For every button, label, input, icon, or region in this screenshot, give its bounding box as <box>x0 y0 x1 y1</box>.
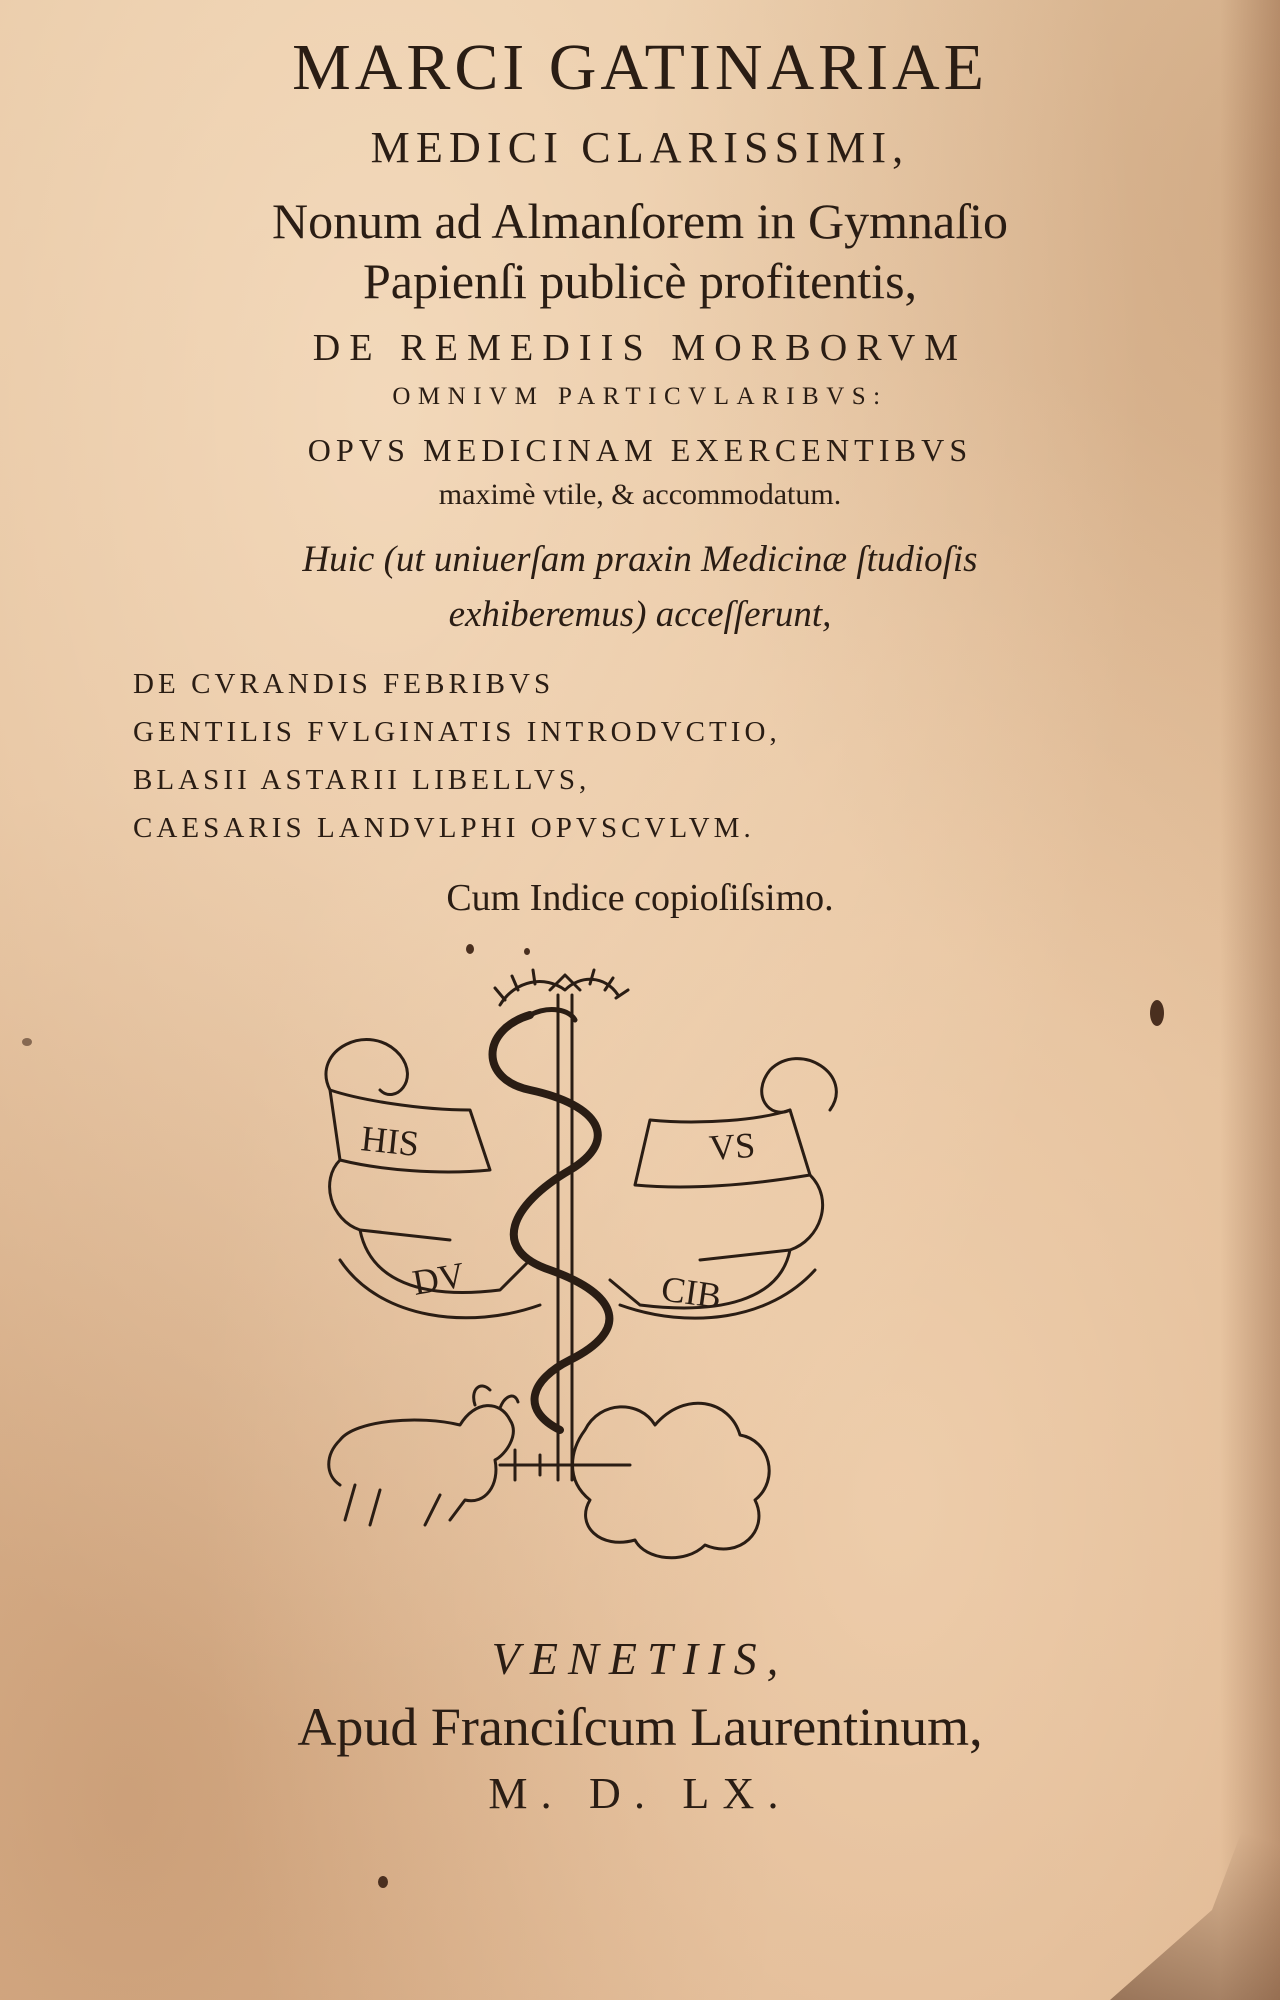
addition-note-1: Huic (ut uniuerſam praxin Medicinæ ſtudioſis <box>302 539 978 580</box>
work-title-2: OMNIVM PARTICVLARIBVS: <box>392 383 888 410</box>
ink-spot <box>1150 1000 1164 1026</box>
subtitle-line-1: Nonum ad Almanſorem in Gymnaſio <box>271 193 1008 249</box>
motto-right: VS <box>707 1124 757 1168</box>
ink-spot <box>466 944 474 954</box>
cloud-with-hand <box>573 1403 770 1558</box>
ink-spot <box>524 948 530 955</box>
opus-line: OPVS MEDICINAM EXERCENTIBVS <box>307 432 973 468</box>
printers-mark <box>300 960 860 1600</box>
banner-scroll-left <box>326 1040 407 1095</box>
contents-item-4: CAESARIS LANDVLPHI OPVSCVLVM. <box>133 812 755 844</box>
motto-left: HIS <box>359 1118 422 1165</box>
index-line: Cum Indice copioſiſsimo. <box>446 877 834 919</box>
ink-spot <box>22 1038 32 1046</box>
ink-spot <box>378 1876 388 1888</box>
contents-item-1: DE CVRANDIS FEBRIBVS <box>133 668 555 700</box>
addition-note-2: exhiberemus) acceſſerunt, <box>448 594 832 635</box>
contents-item-2: GENTILIS FVLGINATIS INTRODVCTIO, <box>133 716 781 748</box>
contents-item-3: BLASII ASTARII LIBELLVS, <box>133 764 591 796</box>
serpent <box>493 1015 610 1430</box>
motto-bottom-left: DV <box>409 1254 468 1303</box>
opus-line-2: maximè vtile, & accommodatum. <box>438 478 842 511</box>
author-line: MARCI GATINARIAE <box>292 31 988 104</box>
imprint-year: M. D. LX. <box>488 1769 792 1818</box>
ox <box>329 1406 514 1525</box>
author-epithet: MEDICI CLARISSIMI, <box>370 123 910 172</box>
staff <box>558 995 572 1480</box>
subtitle-line-2: Papienſi publicè profitentis, <box>362 253 918 309</box>
imprint-city: VENETIIS, <box>491 1633 789 1684</box>
motto-bottom-right: CIB <box>658 1268 724 1317</box>
work-title: DE REMEDIIS MORBORVM <box>312 327 968 369</box>
imprint-printer: Apud Franciſcum Laurentinum, <box>297 1697 983 1757</box>
banner-scroll-right <box>762 1059 837 1113</box>
